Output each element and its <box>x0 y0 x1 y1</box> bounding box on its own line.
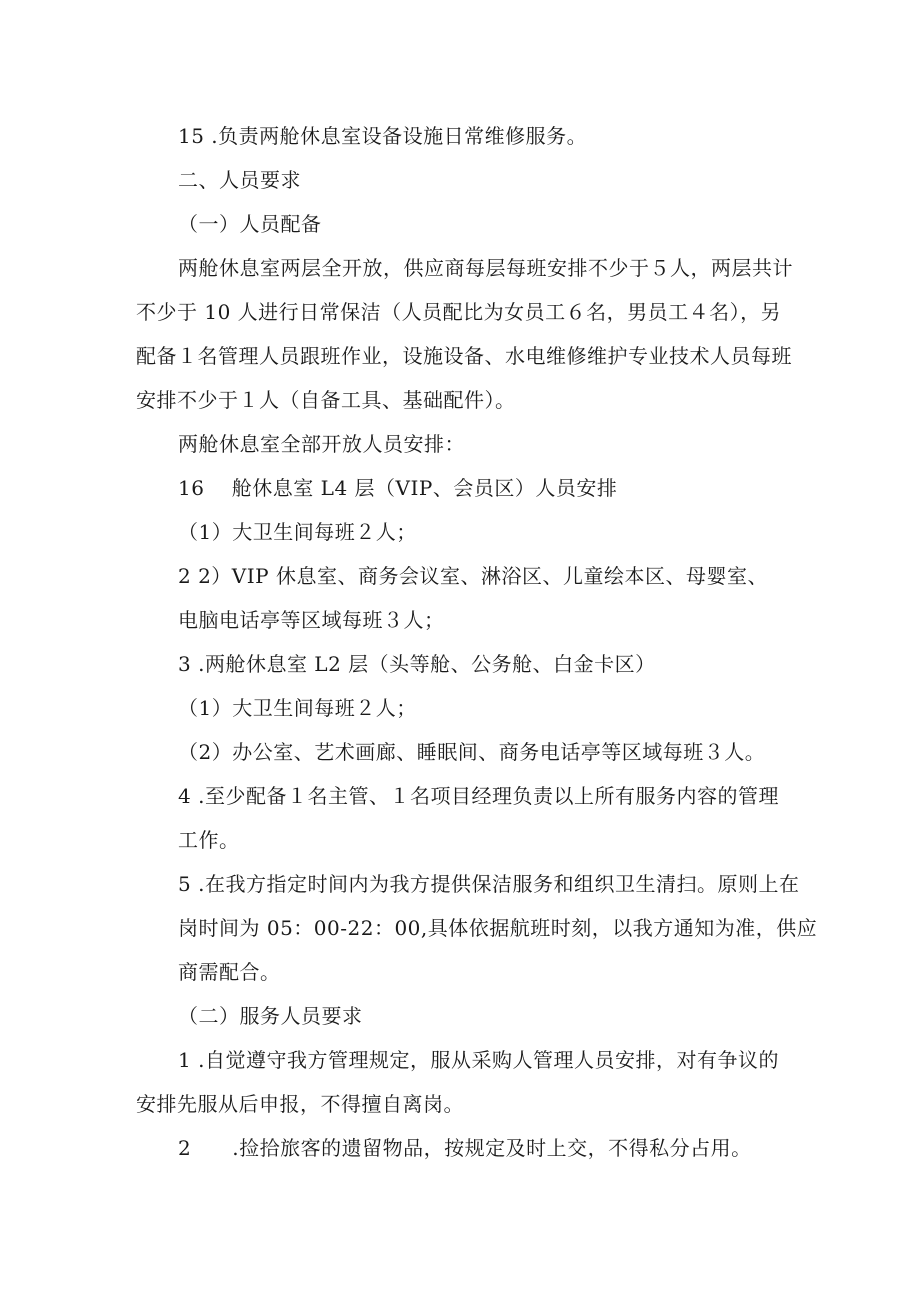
paragraph-line: 不少于 10 人进行日常保洁（人员配比为女员工６名，男员工４名），另 <box>136 300 782 324</box>
item-4-management: 4 .至少配备１名主管、１名项目经理负责以上所有服务内容的管理 <box>178 784 779 808</box>
item-15-maintenance: 15 .负责两舱休息室设备设施日常维修服务。 <box>178 124 588 148</box>
item-5-continued: 岗时间为 05：00-22：00,具体依据航班时刻，以我方通知为准，供应 <box>178 916 818 940</box>
sub-item: （1）大卫生间每班２人； <box>178 696 417 720</box>
paragraph-line: 安排不少于１人（自备工具、基础配件）。 <box>136 388 516 412</box>
paragraph-line: 两舱休息室全部开放人员安排： <box>178 432 465 456</box>
item-1-continued: 安排先服从后申报，不得擅自离岗。 <box>136 1092 464 1116</box>
item-16-l4-floor: 16 舱休息室 L4 层（VIP、会员区）人员安排 <box>178 476 618 500</box>
item-1-rules: 1 .自觉遵守我方管理规定，服从采购人管理人员安排，对有争议的 <box>178 1048 779 1072</box>
item-5-continued: 商需配合。 <box>178 960 281 984</box>
sub-item: （1）大卫生间每班２人； <box>178 520 417 544</box>
item-2-lost-items: 2 .捡拾旅客的遗留物品，按规定及时上交，不得私分占用。 <box>178 1136 752 1160</box>
sub-item: 2 2）VIP 休息室、商务会议室、淋浴区、儿童绘本区、母婴室、 <box>178 564 768 588</box>
subsection-heading-service-staff: （二）服务人员要求 <box>178 1004 363 1028</box>
paragraph-line: 两舱休息室两层全开放，供应商每层每班安排不少于５人，两层共计 <box>178 256 793 280</box>
section-heading-personnel: 二、人员要求 <box>178 168 301 192</box>
item-3-l2-floor: 3 .两舱休息室 L2 层（头等舱、公务舱、白金卡区） <box>178 652 656 676</box>
paragraph-line: 配备１名管理人员跟班作业，设施设备、水电维修维护专业技术人员每班 <box>136 344 792 368</box>
item-4-continued: 工作。 <box>178 828 240 852</box>
item-5-cleaning: 5 .在我方指定时间内为我方提供保洁服务和组织卫生清扫。原则上在 <box>178 872 800 896</box>
sub-item-continued: 电脑电话亭等区域每班３人； <box>178 608 445 632</box>
subsection-heading-staffing: （一）人员配备 <box>178 212 322 236</box>
sub-item: （2）办公室、艺术画廊、睡眠间、商务电话亭等区域每班３人。 <box>178 740 766 764</box>
